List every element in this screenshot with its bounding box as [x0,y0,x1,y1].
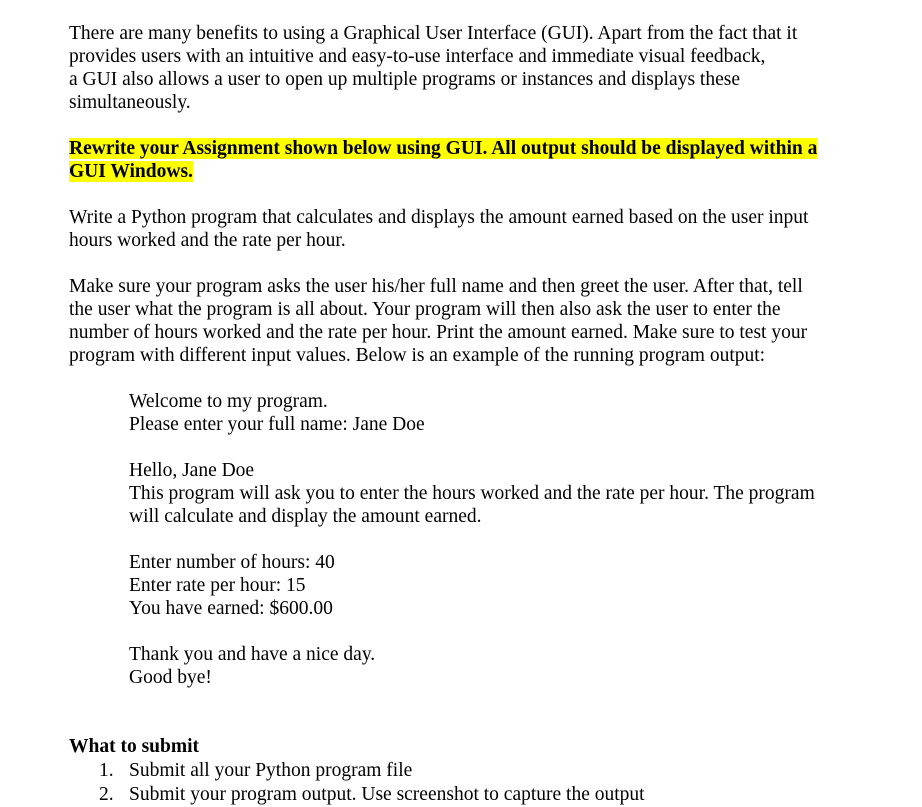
sample-line: Good bye! [129,667,212,688]
intro-line: a GUI also allows a user to open up multiple programs or instances and displays these [69,69,740,90]
details-paragraph [69,275,839,367]
list-number: 2. [99,784,114,805]
list-text: Submit all your Python program file [129,760,413,781]
intro-line: provides users with an intuitive and easy-to-use interface and immediate visual feedback, [69,46,766,67]
sample-line: Welcome to my program. [129,391,328,412]
list-item [69,783,849,807]
submit-heading: What to submit [69,736,200,757]
task-line: Write a Python program that calculates and displays the amount earned based on the user input [69,207,809,228]
intro-line: simultaneously. [69,92,191,113]
highlight-line: Rewrite your Assignment shown below using GUI. All output should be displayed within a [69,138,818,159]
sample-output [129,390,841,689]
task-line: hours worked and the rate per hour. [69,230,346,251]
sample-line: Please enter your full name: Jane Doe [129,414,425,435]
intro-paragraph [69,22,829,114]
highlight-line: GUI Windows. [69,161,193,182]
details-line: the user what the program is all about. Your program will then also ask the user to enter the [69,299,781,320]
submit-list [69,759,849,807]
intro-line: There are many benefits to using a Graphical User Interface (GUI). Apart from the fact that it [69,23,798,44]
sample-line: This program will ask you to enter the hours worked and the rate per hour. The program [129,483,815,504]
task-paragraph [69,206,839,252]
list-number: 1. [99,760,114,781]
sample-line: You have earned: $600.00 [129,598,333,619]
sample-line: Enter rate per hour: 15 [129,575,306,596]
sample-line: Enter number of hours: 40 [129,552,335,573]
sample-line: will calculate and display the amount earned. [129,506,482,527]
details-line: program with different input values. Below is an example of the running program output: [69,345,766,366]
sample-line: Thank you and have a nice day. [129,644,376,665]
list-text: Submit your program output. Use screenshot to capture the output [129,784,645,805]
details-line: number of hours worked and the rate per hour. Print the amount earned. Make sure to test your [69,322,808,343]
list-item [69,759,849,783]
assignment-instruction [69,137,849,183]
sample-line: Hello, Jane Doe [129,460,255,481]
document-page [69,22,849,807]
details-line: Make sure your program asks the user his/her full name and then greet the user. After that, tell [69,276,803,297]
